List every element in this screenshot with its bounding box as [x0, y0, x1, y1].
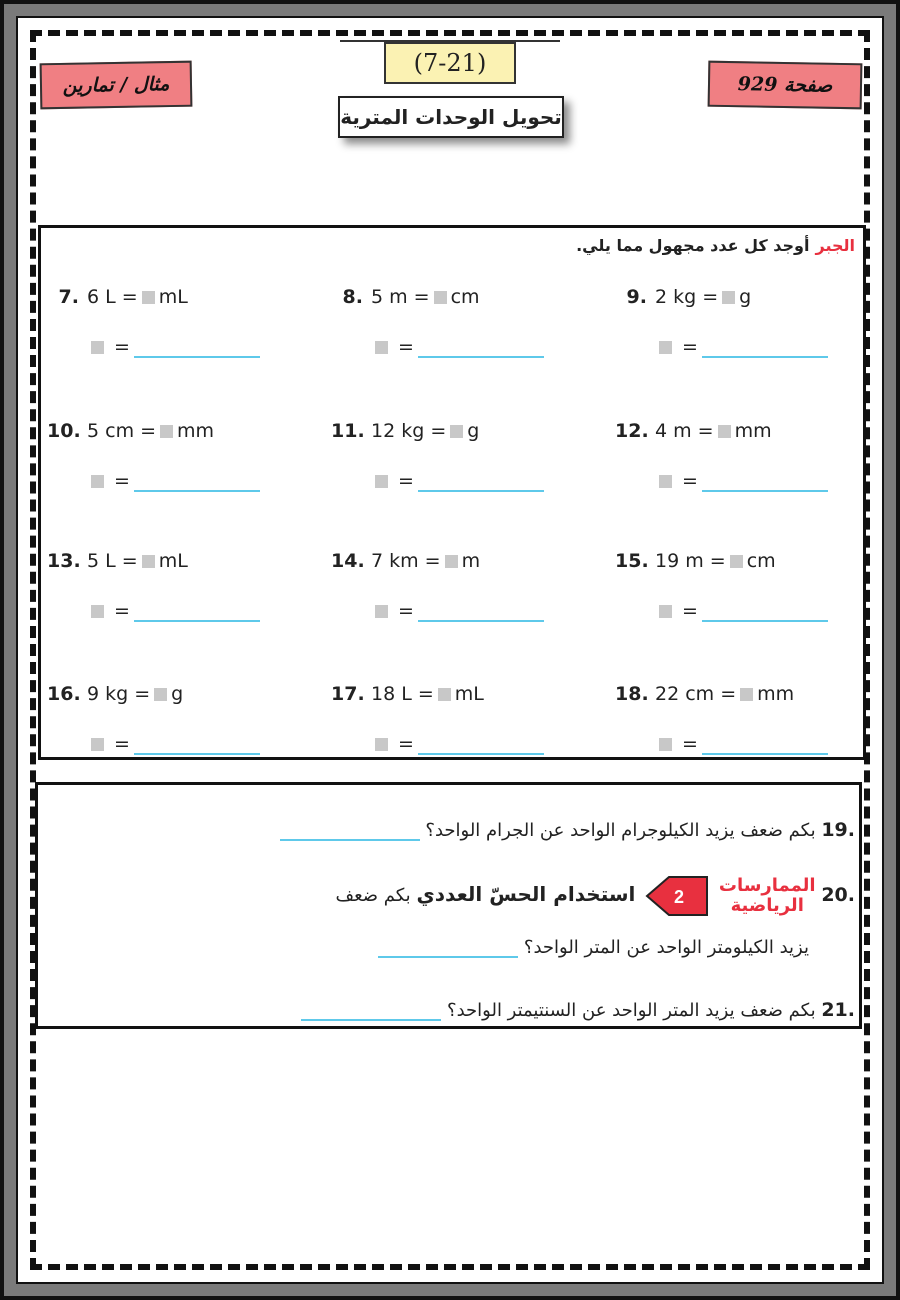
given-quantity: 5 m =	[371, 286, 430, 308]
instruction	[576, 236, 855, 255]
target-unit: mm	[757, 683, 795, 705]
exercise-item	[331, 286, 591, 396]
answer-row	[655, 336, 828, 358]
answer-row	[371, 470, 544, 492]
questions-box	[35, 782, 862, 1029]
instruction-text: أوجد كل عدد مجهول مما يلي.	[576, 236, 810, 255]
answer-row	[655, 470, 828, 492]
answer-line[interactable]	[280, 821, 420, 841]
question-number: .21	[821, 999, 855, 1021]
given-quantity: 9 kg =	[87, 683, 151, 705]
conversion-question	[615, 550, 776, 572]
answer-row	[87, 470, 260, 492]
answer-line[interactable]	[134, 600, 260, 622]
exercise-item	[615, 550, 875, 660]
conversion-question	[47, 550, 188, 572]
given-quantity: 4 m =	[655, 420, 714, 442]
answer-line[interactable]	[418, 733, 544, 755]
conversion-question	[615, 286, 751, 308]
question-text: بكم ضعف يزيد المتر الواحد عن السنتيمتر الواحد؟	[447, 1000, 816, 1021]
answer-line[interactable]	[702, 336, 828, 358]
conversion-question	[615, 420, 772, 442]
page-number-tag: صفحة 929	[708, 61, 863, 110]
unknown-square-icon	[154, 688, 167, 701]
exercise-item	[47, 550, 307, 660]
target-unit: mL	[158, 286, 188, 308]
target-unit: mm	[177, 420, 215, 442]
answer-line[interactable]	[702, 600, 828, 622]
exercise-item	[331, 683, 591, 793]
exercise-number: 17.	[331, 683, 365, 705]
unknown-square-icon	[375, 605, 388, 618]
unknown-square-icon	[375, 475, 388, 488]
answer-row	[371, 733, 544, 755]
given-quantity: 22 cm =	[655, 683, 737, 705]
answer-row	[655, 733, 828, 755]
page-title: تحويل الوحدات المترية	[338, 96, 564, 138]
answer-row	[371, 600, 544, 622]
unknown-square-icon	[450, 425, 463, 438]
answer-line[interactable]	[378, 938, 518, 958]
question-21	[301, 999, 855, 1021]
equals-sign: =	[398, 733, 414, 755]
exercise-number: 15.	[615, 550, 649, 572]
given-quantity: 18 L =	[371, 683, 434, 705]
exercise-number: 16.	[47, 683, 81, 705]
answer-line[interactable]	[418, 470, 544, 492]
given-quantity: 19 m =	[655, 550, 726, 572]
question-number: .20	[821, 884, 855, 906]
conversion-question	[331, 550, 480, 572]
target-unit: g	[171, 683, 184, 705]
unknown-square-icon	[375, 341, 388, 354]
practice-arrow-icon	[645, 873, 709, 919]
exercise-number: 10.	[47, 420, 81, 442]
algebra-label: الجبر	[815, 236, 855, 255]
exercise-range: (7-21)	[384, 42, 516, 84]
given-quantity: 5 cm =	[87, 420, 157, 442]
target-unit: g	[739, 286, 752, 308]
unknown-square-icon	[722, 291, 735, 304]
conversion-question	[47, 683, 183, 705]
given-quantity: 2 kg =	[655, 286, 719, 308]
target-unit: mL	[158, 550, 188, 572]
equals-sign: =	[398, 600, 414, 622]
conversion-question	[331, 286, 480, 308]
question-number: .19	[821, 819, 855, 841]
unknown-square-icon	[91, 475, 104, 488]
exercise-item	[47, 683, 307, 793]
answer-row	[87, 733, 260, 755]
question-20	[335, 873, 855, 919]
equals-sign: =	[114, 733, 130, 755]
answer-line[interactable]	[301, 1001, 441, 1021]
practice-number: 2	[674, 887, 685, 907]
equals-sign: =	[682, 600, 698, 622]
equals-sign: =	[682, 470, 698, 492]
unknown-square-icon	[438, 688, 451, 701]
answer-line[interactable]	[134, 470, 260, 492]
question-19	[280, 819, 855, 841]
conversion-question	[47, 420, 214, 442]
unknown-square-icon	[445, 555, 458, 568]
exercise-item	[615, 420, 875, 530]
exercise-item	[615, 286, 875, 396]
target-unit: g	[467, 420, 480, 442]
examples-tag: مثال / تمارين	[40, 61, 193, 110]
target-unit: m	[461, 550, 481, 572]
strategy-title: استخدام الحسّ العددي	[416, 882, 636, 906]
exercise-item	[331, 420, 591, 530]
unknown-square-icon	[91, 341, 104, 354]
answer-row	[87, 336, 260, 358]
equals-sign: =	[114, 600, 130, 622]
question-20-continued	[378, 937, 809, 958]
unknown-square-icon	[434, 291, 447, 304]
exercise-item	[615, 683, 875, 793]
conversion-question	[331, 420, 479, 442]
given-quantity: 5 L =	[87, 550, 138, 572]
exercise-item	[331, 550, 591, 660]
target-unit: cm	[746, 550, 776, 572]
given-quantity: 7 km =	[371, 550, 441, 572]
unknown-square-icon	[659, 605, 672, 618]
exercise-number: 11.	[331, 420, 365, 442]
unknown-square-icon	[142, 291, 155, 304]
exercise-number: 14.	[331, 550, 365, 572]
exercise-item	[47, 286, 307, 396]
question-text-part2: يزيد الكيلومتر الواحد عن المتر الواحد؟	[523, 937, 809, 958]
exercise-number: 18.	[615, 683, 649, 705]
answer-line[interactable]	[134, 336, 260, 358]
target-unit: mL	[454, 683, 484, 705]
exercise-item	[47, 420, 307, 530]
target-unit: mm	[734, 420, 772, 442]
exercise-number: 13.	[47, 550, 81, 572]
answer-row	[371, 336, 544, 358]
exercise-number: 12.	[615, 420, 649, 442]
equals-sign: =	[114, 470, 130, 492]
unknown-square-icon	[730, 555, 743, 568]
conversion-question	[47, 286, 188, 308]
equals-sign: =	[682, 336, 698, 358]
question-text: بكم ضعف يزيد الكيلوجرام الواحد عن الجرام الواحد؟	[425, 820, 816, 841]
answer-line[interactable]	[418, 600, 544, 622]
answer-row	[655, 600, 828, 622]
given-quantity: 6 L =	[87, 286, 138, 308]
exercise-number: 8.	[342, 286, 363, 308]
equals-sign: =	[682, 733, 698, 755]
unknown-square-icon	[91, 605, 104, 618]
equals-sign: =	[398, 336, 414, 358]
equals-sign: =	[114, 336, 130, 358]
unknown-square-icon	[142, 555, 155, 568]
unknown-square-icon	[659, 341, 672, 354]
question-text-part1: بكم ضعف	[335, 885, 411, 906]
unknown-square-icon	[91, 738, 104, 751]
given-quantity: 12 kg =	[371, 420, 447, 442]
conversion-question	[615, 683, 794, 705]
answer-line[interactable]	[418, 336, 544, 358]
answer-line[interactable]	[702, 733, 828, 755]
answer-row	[87, 600, 260, 622]
unknown-square-icon	[160, 425, 173, 438]
unknown-square-icon	[740, 688, 753, 701]
conversion-question	[331, 683, 484, 705]
unknown-square-icon	[659, 738, 672, 751]
answer-line[interactable]	[134, 733, 260, 755]
unknown-square-icon	[718, 425, 731, 438]
unknown-square-icon	[659, 475, 672, 488]
unknown-square-icon	[375, 738, 388, 751]
answer-line[interactable]	[702, 470, 828, 492]
target-unit: cm	[450, 286, 480, 308]
math-practices-label: الممارسات الرياضية	[718, 875, 816, 916]
exercise-number: 9.	[626, 286, 647, 308]
exercise-number: 7.	[58, 286, 79, 308]
exercise-box	[38, 225, 866, 760]
equals-sign: =	[398, 470, 414, 492]
